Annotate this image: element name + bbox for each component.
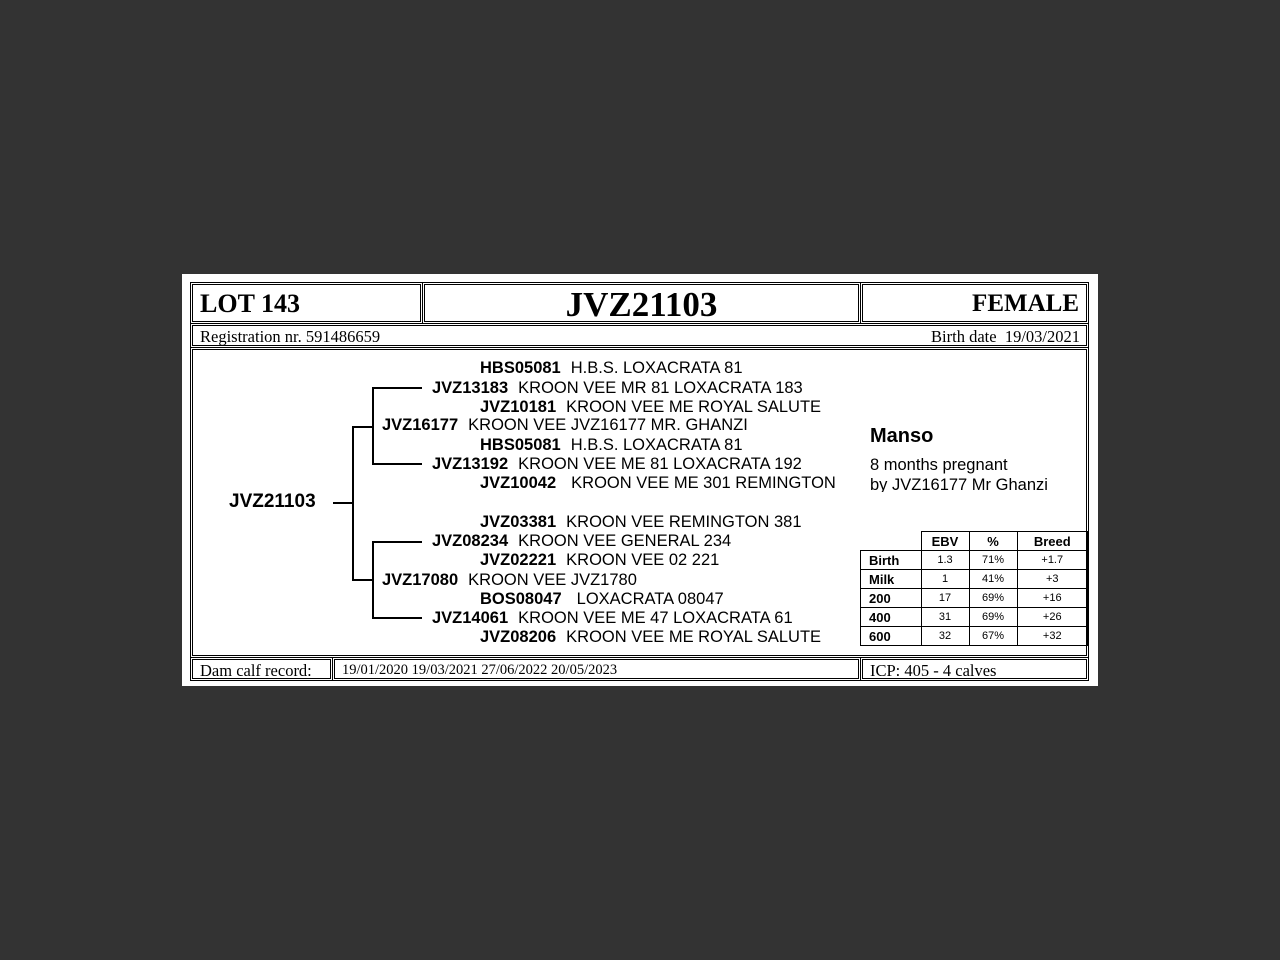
ebv-accuracy: 69% bbox=[969, 589, 1017, 608]
ebv-value: 1 bbox=[921, 570, 969, 589]
pedigree-entry-sire: JVZ16177 KROON VEE JVZ16177 MR. GHANZI bbox=[382, 416, 748, 434]
dam-dam-tick bbox=[372, 617, 422, 619]
ebv-value: 17 bbox=[921, 589, 969, 608]
ebv-header-breed: Breed bbox=[1017, 532, 1088, 551]
ebv-table bbox=[860, 531, 1088, 646]
root-connector bbox=[333, 502, 353, 504]
sex-label: FEMALE bbox=[972, 290, 1079, 317]
birth-date: Birth date 19/03/2021 bbox=[931, 327, 1080, 346]
ebv-row bbox=[861, 570, 1088, 589]
gen1-sire-tick bbox=[352, 426, 372, 428]
dam-sire-tick bbox=[372, 541, 422, 543]
lot-box bbox=[190, 282, 423, 324]
ebv-breed-avg: +32 bbox=[1017, 627, 1088, 646]
ebv-accuracy: 69% bbox=[969, 608, 1017, 627]
registration-number: Registration nr. 591486659 bbox=[200, 327, 381, 346]
dam-calf-label-box bbox=[190, 657, 333, 681]
ebv-breed-avg: +1.7 bbox=[1017, 551, 1088, 570]
notes-title: Manso bbox=[870, 425, 934, 447]
notes-line-2-clip bbox=[870, 474, 1070, 492]
ebv-accuracy: 71% bbox=[969, 551, 1017, 570]
pedigree-entry-sire-sire: JVZ13183 KROON VEE MR 81 LOXACRATA 183 bbox=[432, 379, 803, 397]
gen1-dam-tick bbox=[352, 579, 372, 581]
notes-line-2: by JVZ16177 Mr Ghanzi bbox=[870, 476, 1048, 492]
notes-line-1: 8 months pregnant bbox=[870, 456, 1008, 474]
pedigree-clip bbox=[472, 624, 862, 644]
ebv-accuracy: 67% bbox=[969, 627, 1017, 646]
sire-dam-tick bbox=[372, 463, 422, 465]
ebv-value: 31 bbox=[921, 608, 969, 627]
pedigree-entry-dam-sire-sire: JVZ03381 KROON VEE REMINGTON 381 bbox=[480, 513, 802, 531]
ebv-breed-avg: +26 bbox=[1017, 608, 1088, 627]
lot-number: LOT 143 bbox=[200, 289, 300, 318]
ebv-row-label: Milk bbox=[861, 570, 922, 589]
ebv-breed-avg: +16 bbox=[1017, 589, 1088, 608]
pedigree-entry-sire-dam-sire: HBS05081 H.B.S. LOXACRATA 81 bbox=[480, 436, 743, 454]
ebv-header-ebv: EBV bbox=[921, 532, 969, 551]
pedigree-entry-sire-dam-dam: JVZ10042 KROON VEE ME 301 REMINGTON bbox=[480, 474, 836, 492]
dam-vertical bbox=[372, 541, 374, 619]
animal-id-box bbox=[422, 282, 861, 324]
ebv-row-label: 200 bbox=[861, 589, 922, 608]
ebv-breed-avg: +3 bbox=[1017, 570, 1088, 589]
pedigree-entry-sire-sire-dam: JVZ10181 KROON VEE ME ROYAL SALUTE bbox=[480, 398, 822, 416]
ebv-value: 32 bbox=[921, 627, 969, 646]
ebv-row bbox=[861, 551, 1088, 570]
pedigree-entry-dam-sire: JVZ08234 KROON VEE GENERAL 234 bbox=[432, 532, 732, 550]
lot-card bbox=[182, 274, 1098, 686]
ebv-row-label: 600 bbox=[861, 627, 922, 646]
registration-row bbox=[190, 323, 1089, 348]
dam-calf-label: Dam calf record: bbox=[200, 661, 312, 680]
sire-sire-tick bbox=[372, 387, 422, 389]
ebv-row bbox=[861, 627, 1088, 646]
ebv-accuracy: 41% bbox=[969, 570, 1017, 589]
sex-box bbox=[860, 282, 1089, 324]
pedigree-entry-dam-dam: JVZ14061 KROON VEE ME 47 LOXACRATA 61 bbox=[432, 609, 793, 627]
dam-calf-dates: 19/01/2020 19/03/2021 27/06/2022 20/05/2023 bbox=[342, 662, 618, 678]
dam-calf-dates-box bbox=[332, 657, 861, 681]
ebv-header-blank bbox=[861, 532, 922, 551]
ebv-header-pct: % bbox=[969, 532, 1017, 551]
ebv-row-label: Birth bbox=[861, 551, 922, 570]
sire-vertical bbox=[372, 387, 374, 465]
ebv-row bbox=[861, 608, 1088, 627]
ebv-row bbox=[861, 589, 1088, 608]
pedigree-entry-dam-dam-sire: BOS08047 LOXACRATA 08047 bbox=[480, 590, 724, 608]
pedigree-entry-sire-sire-sire: HBS05081 H.B.S. LOXACRATA 81 bbox=[480, 359, 743, 377]
pedigree-entry-dam-dam-dam: JVZ08206 KROON VEE ME ROYAL SALUTE bbox=[480, 628, 822, 644]
ebv-value: 1.3 bbox=[921, 551, 969, 570]
icp-summary: ICP: 405 - 4 calves bbox=[870, 661, 997, 680]
pedigree-entry-dam: JVZ17080 KROON VEE JVZ1780 bbox=[382, 571, 637, 589]
pedigree-entry-dam-sire-dam: JVZ02221 KROON VEE 02 221 bbox=[480, 551, 720, 569]
pedigree-entry-sire-dam: JVZ13192 KROON VEE ME 81 LOXACRATA 192 bbox=[432, 455, 802, 473]
ebv-row-label: 400 bbox=[861, 608, 922, 627]
ebv-header-row bbox=[861, 532, 1088, 551]
gen1-vertical bbox=[352, 426, 354, 581]
pedigree-root: JVZ21103 bbox=[229, 491, 316, 512]
icp-box bbox=[860, 657, 1089, 681]
animal-id-title: JVZ21103 bbox=[565, 285, 718, 324]
